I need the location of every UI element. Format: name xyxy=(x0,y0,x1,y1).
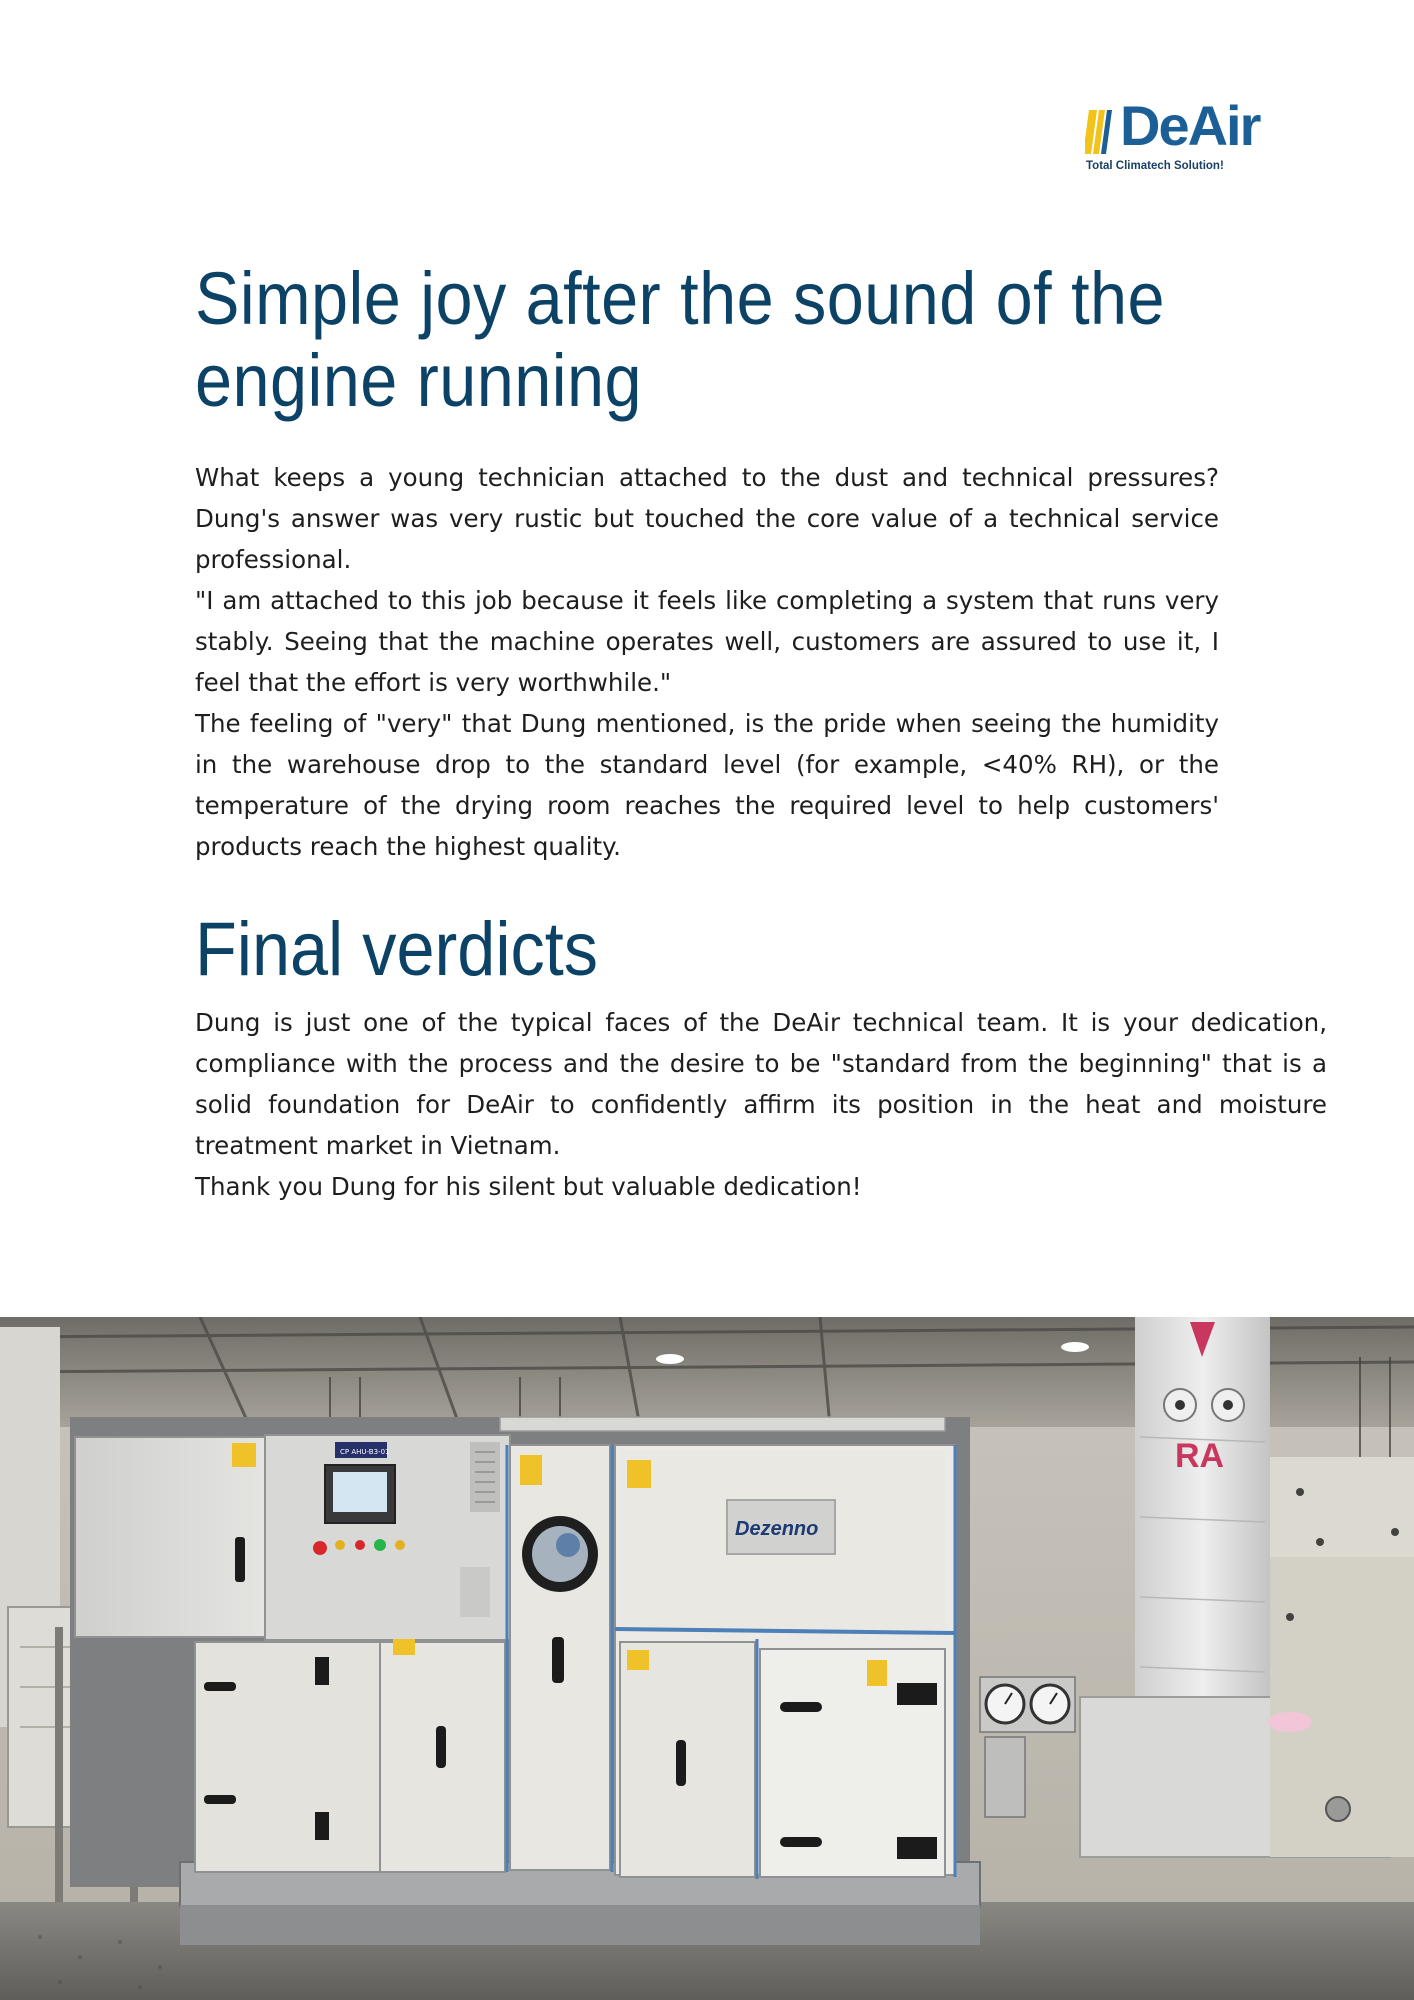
logo-tagline: Total Climatech Solution! xyxy=(1086,160,1224,172)
section-title-line-2: engine running xyxy=(195,339,642,422)
unit-brand-label: Dezenno xyxy=(735,1518,819,1540)
deair-logo xyxy=(1080,94,1260,180)
duct-label-ra: RA xyxy=(1175,1437,1225,1475)
panel-tag: CP AHU-B3-01 xyxy=(340,1448,390,1456)
section-title-simple-joy xyxy=(195,257,1166,422)
paragraph: Dung is just one of the typical faces of the DeAir technical team. It is your dedication, compliance with the process and the desire to be "standard from the beginning" that is a solid foundation for DeAir to confidently affirm its position in the heat and moisture treatment market in Vietnam. xyxy=(195,1008,1327,1160)
dehumidifier-unit-photo xyxy=(0,1317,1414,2000)
paragraph: "I am attached to this job because it feels like completing a system that runs very stably. Seeing that the machine operates well, customers are assured to use it, I feel that the effort is very worthwhile." xyxy=(195,586,1219,697)
section-1-body xyxy=(195,457,1219,867)
section-2-body xyxy=(195,1002,1327,1207)
section-title-final-verdicts: Final verdicts xyxy=(195,907,598,992)
paragraph: Thank you Dung for his silent but valuable dedication! xyxy=(195,1172,862,1201)
section-title-line-1: Simple joy after the sound of the xyxy=(195,257,1166,340)
paragraph: The feeling of "very" that Dung mentioned, is the pride when seeing the humidity in the warehouse drop to the standard level (for example, <40% RH), or the temperature of the drying room reaches the required level to help customers' products reach the highest quality. xyxy=(195,709,1219,861)
logo-wordmark: DeAir xyxy=(1120,94,1260,157)
paragraph: What keeps a young technician attached to the dust and technical pressures? Dung's answer was very rustic but touched the core value of a technical service professional. xyxy=(195,463,1219,574)
